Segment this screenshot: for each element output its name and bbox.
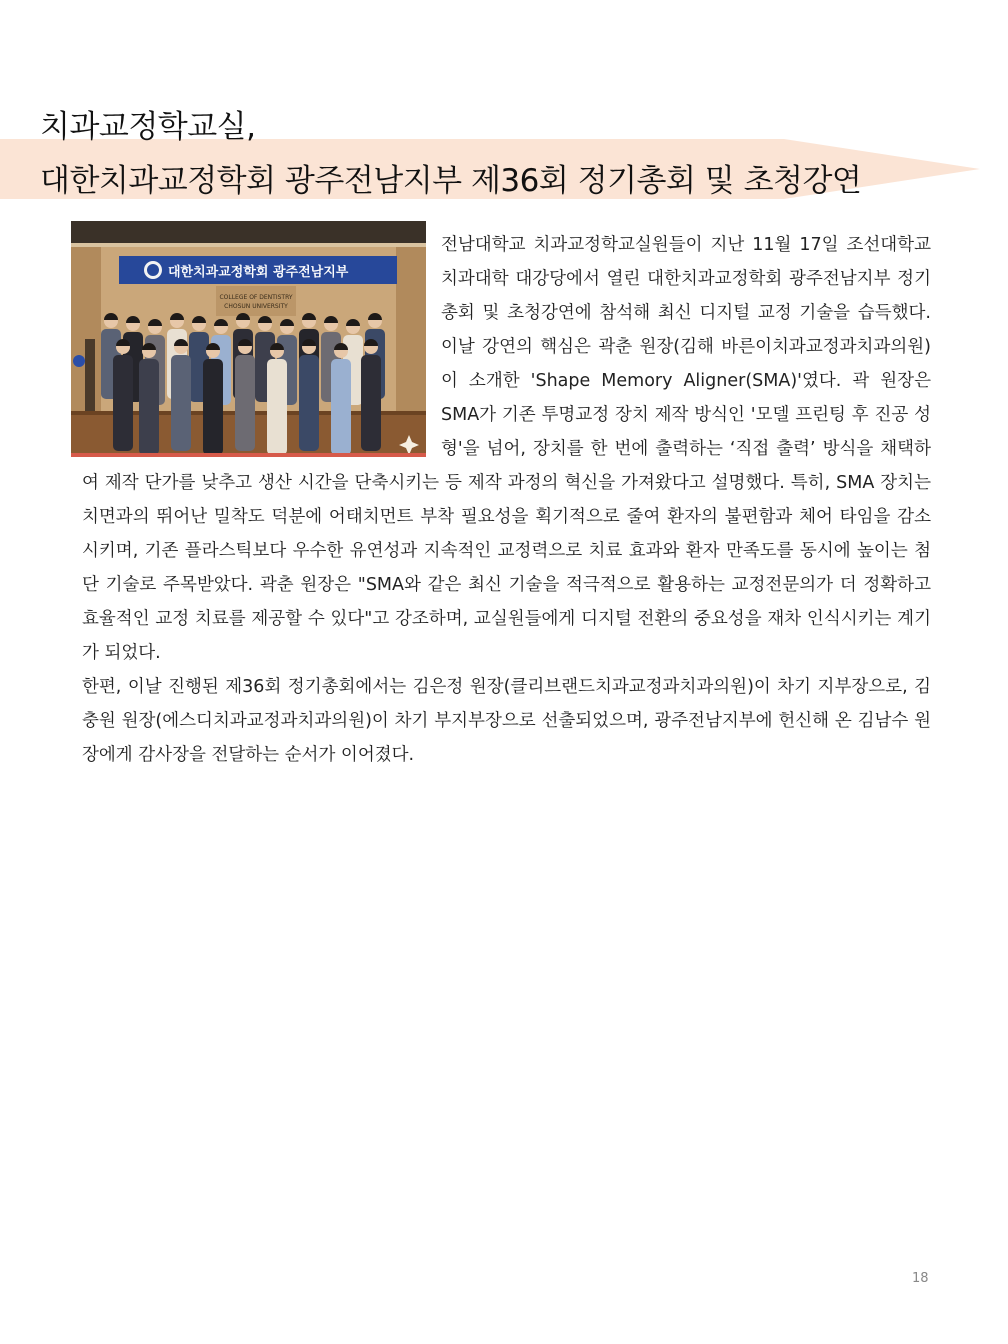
wall-sign-line2: CHOSUN UNIVERSITY: [224, 303, 288, 310]
photo-banner-text: 대한치과교정학회 광주전남지부: [168, 265, 349, 280]
article-paragraph-2: 한편, 이날 진행된 제36회 정기총회에서는 김은정 원장(클리브랜드치과교정과치과의원)이 차기 지부장으로, 김충원 원장(에스디치과교정과치과의원)이 차기 부지부장으로 선출되었으며, 광주전남지부에 헌신해 온 김남수 원장에게 감사장을 전달하는 순서가 이어졌다.: [82, 677, 931, 765]
page-number: 18: [912, 1271, 929, 1286]
section-title: 치과교정학교실,: [40, 109, 256, 145]
article-paragraph-1: 전남대학교 치과교정학교실원들이 지난 11월 17일 조선대학교 치과대학 대강당에서 열린 대한치과교정학회 광주전남지부 정기총회 및 초청강연에 참석해 최신 디지털 교정 기술을 습득했다. 이날 강연의 핵심은 곽춘 원장(김해 바른이치과교정과치과의원)이 소개한 'Shape Memory Aligner(SMA)'였다. 곽 원장은 SMA가 기존 투명교정 장치 제작 방식인 '모델 프린팅 후 진공 성형'을 넘어, 장치를 한 번에 출력하는 ‘직접 출력’ 방식을 채택하여 제작 단가를 낮추고 생산 시간을 단축시키는 등 제작 과정의 혁신을 가져왔다고 설명했다. 특히, SMA 장치는 치면과의 뛰어난 밀착도 덕분에 어태치먼트 부착 필요성을 획기적으로 줄여 환자의 불편함과 체어 타임을 감소시키며, 기존 플라스틱보다 우수한 유연성과 지속적인 교정력으로 치료 효과와 환자 만족도를 동시에 높이는 첨단 기술로 주목받았다. 곽춘 원장은 "SMA와 같은 최신 기술을 적극적으로 활용하는 교정전문의가 더 정확하고 효율적인 교정 치료를 제공할 수 있다"고 강조하며, 교실원들에게 디지털 전환의 중요성을 재차 인식시키는 계기가 되었다.: [82, 235, 931, 663]
wall-sign-line1: COLLEGE OF DENTISTRY: [219, 294, 293, 301]
article-body: [82, 228, 931, 772]
page-title: [40, 100, 861, 208]
event-title: 대한치과교정학회 광주전남지부 제36회 정기총회 및 초청강연: [40, 163, 862, 199]
photo-float-spacer: [82, 228, 441, 464]
